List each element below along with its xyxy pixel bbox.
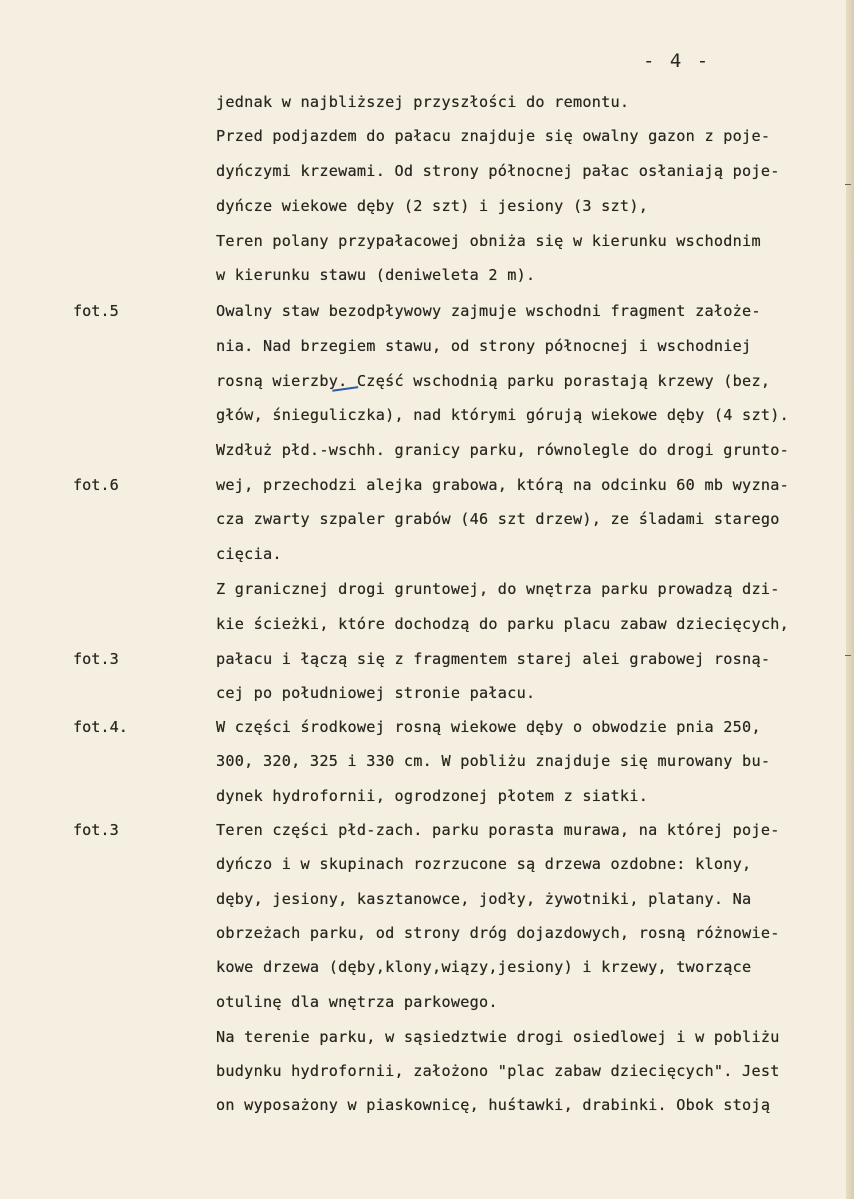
text-line: Wzdłuż płd.-wschh. granicy parku, równolegle do drogi grunto- bbox=[216, 441, 790, 459]
text-line: Na terenie parku, w sąsiedztwie drogi osiedlowej i w pobliżu bbox=[216, 1028, 780, 1046]
text-line: Teren polany przypałacowej obniża się w kierunku wschodnim bbox=[216, 232, 761, 250]
text-line: cej po południowej stronie pałacu. bbox=[216, 684, 536, 702]
text-line: wej, przechodzi alejka grabowa, którą na odcinku 60 mb wyzna- bbox=[216, 476, 790, 494]
margin-note-photo-ref: fot.4. bbox=[73, 718, 128, 736]
margin-note-photo-ref: fot.5 bbox=[73, 302, 119, 320]
text-line: dyńcze wiekowe dęby (2 szt) i jesiony (3 szt), bbox=[216, 197, 649, 215]
text-line: pałacu i łączą się z fragmentem starej alei grabowej rosną- bbox=[216, 650, 771, 668]
text-line: rosną wierzby. Część wschodnią parku porastają krzewy (bez, bbox=[216, 372, 771, 390]
text-line: budynku hydrofornii, założono "plac zabaw dziecięcych". Jest bbox=[216, 1062, 780, 1080]
text-line: cza zwarty szpaler grabów (46 szt drzew), ze śladami starego bbox=[216, 510, 780, 528]
text-line: otulinę dla wnętrza parkowego. bbox=[216, 993, 498, 1011]
text-line: głów, śnieguliczka), nad którymi górują wiekowe dęby (4 szt). bbox=[216, 406, 790, 424]
text-line: cięcia. bbox=[216, 545, 282, 563]
text-line: Z granicznej drogi gruntowej, do wnętrza parku prowadzą dzi- bbox=[216, 580, 780, 598]
text-line: dyńczymi krzewami. Od strony północnej pałac osłaniają poje- bbox=[216, 162, 780, 180]
text-line: dęby, jesiony, kasztanowce, jodły, żywotniki, platany. Na bbox=[216, 890, 752, 908]
text-line: W części środkowej rosną wiekowe dęby o obwodzie pnia 250, bbox=[216, 718, 761, 736]
margin-note-photo-ref: fot.3 bbox=[73, 821, 119, 839]
text-line: obrzeżach parku, od strony dróg dojazdowych, rosną różnowie- bbox=[216, 924, 780, 942]
text-line: nia. Nad brzegiem stawu, od strony północnej i wschodniej bbox=[216, 337, 752, 355]
margin-tick bbox=[845, 184, 851, 185]
ink-correction-mark bbox=[330, 368, 359, 391]
text-line: dynek hydrofornii, ogrodzonej płotem z siatki. bbox=[216, 787, 649, 805]
text-line: 300, 320, 325 i 330 cm. W pobliżu znajduje się murowany bu- bbox=[216, 752, 771, 770]
text-line: kowe drzewa (dęby,klony,wiązy,jesiony) i krzewy, tworzące bbox=[216, 958, 752, 976]
text-line: kie ścieżki, które dochodzą do parku placu zabaw dziecięcych, bbox=[216, 615, 790, 633]
page-edge bbox=[846, 0, 854, 1199]
text-line: dyńczo i w skupinach rozrzucone są drzewa ozdobne: klony, bbox=[216, 855, 752, 873]
margin-note-photo-ref: fot.6 bbox=[73, 476, 119, 494]
text-line: jednak w najbliższej przyszłości do remontu. bbox=[216, 93, 630, 111]
page-number: - 4 - bbox=[643, 50, 711, 72]
text-line: w kierunku stawu (deniweleta 2 m). bbox=[216, 266, 536, 284]
margin-tick bbox=[845, 655, 851, 656]
text-line: Przed podjazdem do pałacu znajduje się owalny gazon z poje- bbox=[216, 127, 771, 145]
text-line: Teren części płd-zach. parku porasta murawa, na której poje- bbox=[216, 821, 780, 839]
text-line: Owalny staw bezodpływowy zajmuje wschodni fragment założe- bbox=[216, 302, 761, 320]
margin-note-photo-ref: fot.3 bbox=[73, 650, 119, 668]
text-line: on wyposażony w piaskownicę, huśtawki, drabinki. Obok stoją bbox=[216, 1096, 771, 1114]
